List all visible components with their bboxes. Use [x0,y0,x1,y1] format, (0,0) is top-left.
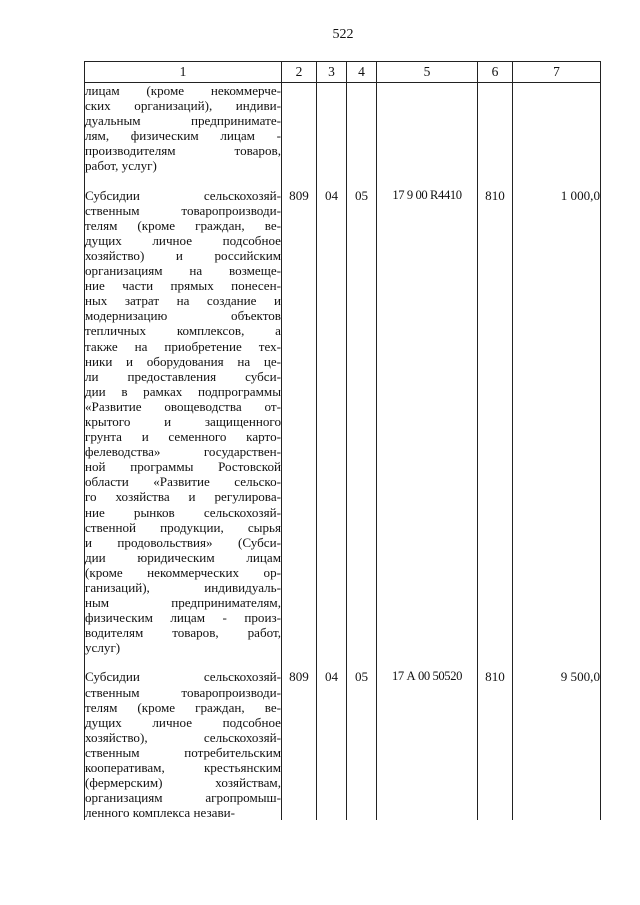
spacer-cell [347,655,377,669]
description-line: ли предоставления субси- [85,368,281,384]
description-line: ственным потребительским [85,744,281,760]
spacer-cell [282,174,317,188]
description-line: крытого и защищенного [85,413,281,429]
column-header-6: 6 [478,62,513,83]
description-line: ственным товаропроизводи- [85,684,281,700]
description-line: ной программы Ростовской [85,459,281,475]
subsection-code: 05 [347,188,377,656]
target-article-code: 17 9 00 R4410 [377,188,478,656]
description-line: производителям товаров, [85,143,281,159]
row-description [85,188,282,656]
spacer-cell [317,655,347,669]
description-line: ние рынков сельскохозяй- [85,504,281,520]
spacer-cell [347,174,377,188]
table-body [85,83,601,821]
column-header-7: 7 [513,62,601,83]
spacer-cell [513,174,601,188]
row-spacer [85,655,601,669]
description-line: Субсидии сельскохозяй- [85,669,281,685]
spacer-cell [317,174,347,188]
description-line: также на приобретение тех- [85,338,281,354]
row-description [85,83,282,174]
table-row [85,188,601,656]
target-article-code [377,83,478,174]
description-line: (фермерским) хозяйствам, [85,775,281,791]
expense-type-code: 810 [478,669,513,820]
expense-type-code [478,83,513,174]
column-header-1: 1 [85,62,282,83]
description-line: и продовольствия» (Субси- [85,534,281,550]
description-line: тепличных комплексов, а [85,323,281,339]
description-line: кооперативам, крестьянским [85,760,281,776]
ministry-code: 809 [282,669,317,820]
spacer-cell [478,174,513,188]
table-row [85,83,601,174]
target-article-code: 17 А 00 50520 [377,669,478,820]
ministry-code: 809 [282,188,317,656]
expense-type-code: 810 [478,188,513,656]
column-header-2: 2 [282,62,317,83]
amount-value: 9 500,0 [513,669,601,820]
description-line: хозяйство), сельскохозяй- [85,729,281,745]
column-header-3: 3 [317,62,347,83]
description-line: ние части прямых понесен- [85,278,281,294]
description-line: грунта и семенного карто- [85,429,281,445]
description-line: (кроме некоммерческих ор- [85,564,281,580]
row-description [85,669,282,820]
spacer-cell [513,655,601,669]
description-line: области «Развитие сельско- [85,474,281,490]
description-line: ственной продукции, сырья [85,519,281,535]
description-line: ленного комплекса незави- [85,805,236,821]
spacer-cell [377,655,478,669]
row-spacer [85,174,601,188]
description-line: телям (кроме граждан, ве- [85,699,281,715]
description-line: водителям товаров, работ, [85,625,281,641]
section-code: 04 [317,188,347,656]
description-line: лицам (кроме некоммерче- [85,83,281,98]
subsection-code [347,83,377,174]
spacer-cell [85,655,282,669]
column-header-5: 5 [377,62,478,83]
description-line: организациям агропромыш- [85,790,281,806]
description-line: ным предпринимателям, [85,595,281,611]
amount-value: 1 000,0 [513,188,601,656]
description-line: дии юридическим лицам [85,549,281,565]
description-line: Субсидии сельскохозяй- [85,187,281,203]
description-line: ганизаций), индивидуаль- [85,580,281,595]
description-line: ных затрат на создание и [85,293,281,309]
description-line: «Развитие овощеводства от- [85,398,281,414]
description-line: модернизацию объектов [85,308,281,324]
description-line: лям, физическим лицам - [85,128,281,144]
section-code [317,83,347,174]
subsection-code: 05 [347,669,377,820]
spacer-cell [377,174,478,188]
description-line: услуг) [85,640,121,656]
spacer-cell [85,174,282,188]
table-row [85,669,601,820]
ministry-code [282,83,317,174]
spacer-cell [282,655,317,669]
description-line: го хозяйства и регулирова- [85,489,281,505]
spacer-cell [478,655,513,669]
description-line: физическим лицам - произ- [85,610,281,626]
description-line: дии в рамках подпрограммы [85,383,281,399]
column-header-4: 4 [347,62,377,83]
section-code: 04 [317,669,347,820]
description-line: работ, услуг) [85,158,157,174]
description-line: хозяйство) и российским [85,247,281,263]
header-row [85,62,601,83]
description-line: ники и оборудования на це- [85,353,281,369]
description-line: дуальным предпринимате- [85,113,281,129]
amount-value [513,83,601,174]
page-number: 522 [332,27,354,42]
description-line: ских организаций), индиви- [85,98,281,114]
description-line: фелеводства» государствен- [85,444,281,460]
description-line: организациям на возмеще- [85,263,281,279]
description-line: телям (кроме граждан, ве- [85,217,281,233]
budget-table [84,61,601,820]
description-line: ственным товаропроизводи- [85,202,281,218]
description-line: дущих личное подсобное [85,714,281,730]
description-line: дущих личное подсобное [85,232,281,248]
